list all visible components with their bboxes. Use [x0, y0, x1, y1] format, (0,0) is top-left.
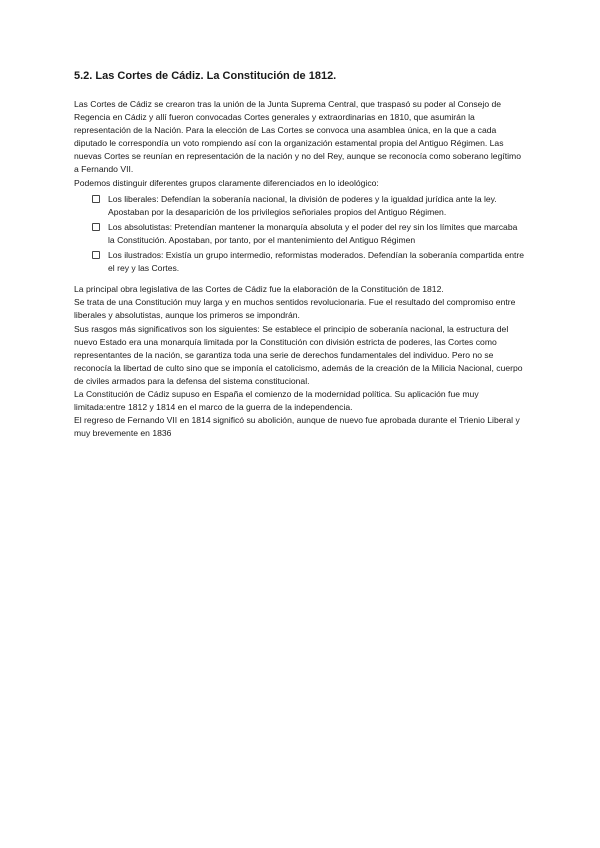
- list-item-text: Los absolutistas: Pretendían mantener la monarquía absoluta y el poder del rey sin los límites que marcaba la Constitución. Apostaban, por tanto, por el mantenimiento del Antiguo Régimen: [108, 221, 518, 245]
- paragraph-abolition: El regreso de Fernando VII en 1814 significó su abolición, aunque de nuevo fue aprobada durante el Trienio Liberal y muy brevemente en 1836: [74, 415, 520, 439]
- ideological-groups-list: [74, 193, 526, 282]
- paragraph-constitution: La principal obra legislativa de las Cortes de Cádiz fue la elaboración de la Constitución de 1812.: [74, 284, 444, 295]
- paragraph-compromise: Se trata de una Constitución muy larga y en muchos sentidos revolucionaria. Fue el resultado del compromiso entre liberales y absolutistas, aunque los primeros se impondrán.: [74, 297, 516, 321]
- paragraph-modernity: La Constitución de Cádiz supuso en España el comienzo de la modernidad política. Su aplicación fue muy limitada:entre 1812 y 1814 en el marco de la guerra de la independencia.: [74, 388, 479, 413]
- list-item: [92, 193, 526, 219]
- checkbox-bullet-icon: [92, 195, 100, 203]
- list-item-text: Los ilustrados: Existía un grupo intermedio, reformistas moderados. Defendían la soberanía compartida entre el rey y las Cortes.: [108, 250, 525, 274]
- groups-intro: Podemos distinguir diferentes grupos claramente diferenciados en lo ideológico:: [74, 177, 379, 188]
- list-item-text: Los liberales: Defendían la soberanía nacional, la división de poderes y la igualdad jurídica ante la ley. Apostaban por la desaparición de los privilegios señoriales propios del Antiguo Régimen.: [108, 193, 497, 217]
- section-title: 5.2. Las Cortes de Cádiz. La Constitución de 1812.: [74, 70, 337, 82]
- list-item: [92, 249, 526, 275]
- checkbox-bullet-icon: [92, 223, 100, 231]
- checkbox-bullet-icon: [92, 251, 100, 259]
- list-item: [92, 221, 526, 247]
- intro-paragraph: Las Cortes de Cádiz se crearon tras la unión de la Junta Suprema Central, que traspasó su poder al Consejo de Regencia en Cádiz y allí fueron convocadas Cortes generales y extraordinarias en 1810, que asumirán la representación de la Nación. Para la elección de Las Cortes se convoca una asamblea única, en la que a cada diputado le correspondía un voto rompiendo así con la organización estamental propia del Antiguo Régimen. Las nuevas Cortes se reunían en representación de la nación y no del Rey, aunque se reconocía como soberano legítimo a Fernando VII.: [74, 99, 521, 175]
- paragraph-features: Sus rasgos más significativos son los siguientes: Se establece el principio de soberanía nacional, la estructura del nuevo Estado era una monarquía limitada por la Constitución con división estricta de poderes, las Cortes como representantes de la nación, se garantiza toda una serie de derechos fundamentales del individuo. Pero no se reconocía la libertad de culto sino que se imponía el catolicismo, además de la creación de la Milicia Nacional, cuerpo de civiles armados para la defensa del sistema constitucional.: [74, 323, 523, 386]
